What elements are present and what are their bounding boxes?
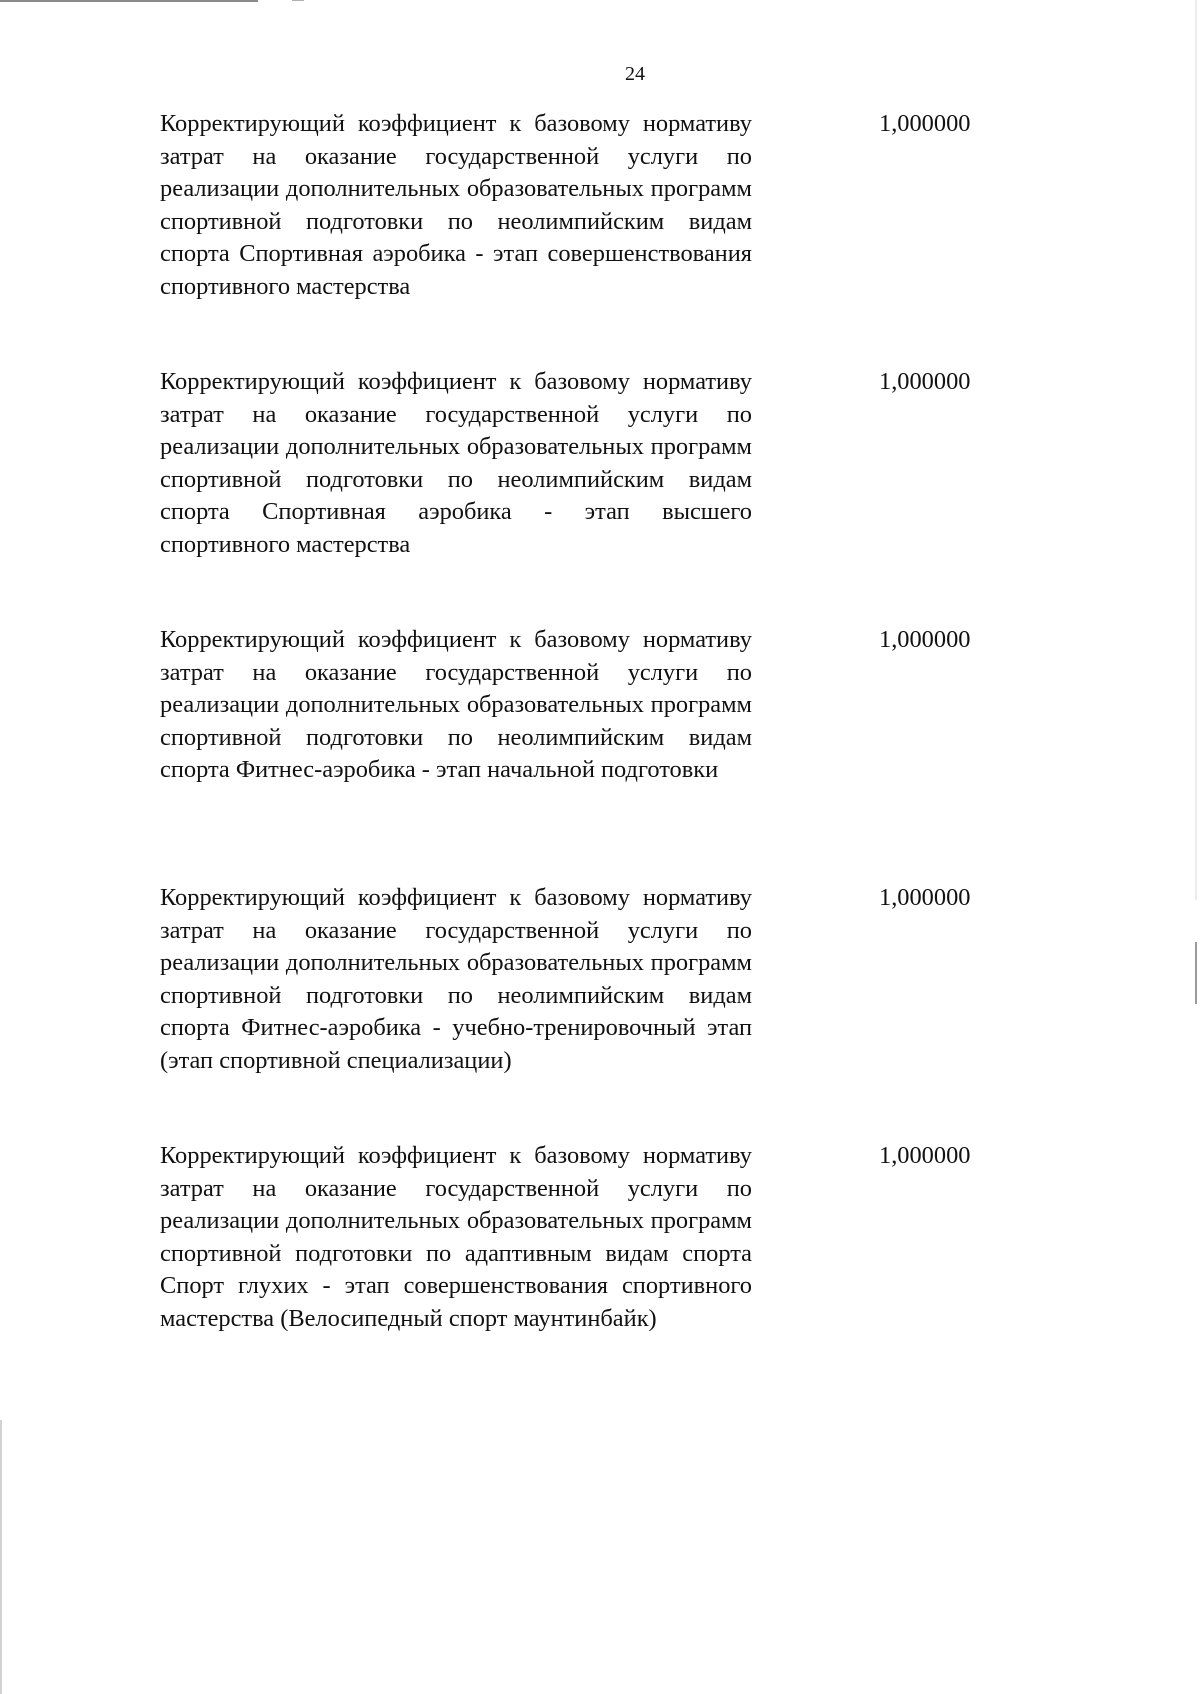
entry-description: Корректирующий коэффициент к базовому нормативу затрат на оказание государственной услуги по реализации дополнительных образовательных программ спортивной подготовки по неолимпийским видам спорта Фитнес-аэробика - этап начальной подготовки — [160, 626, 752, 783]
scan-edge-line-right — [1195, 0, 1197, 900]
entry-coefficient-value: 1,000000 — [879, 368, 971, 395]
entry-coefficient-value: 1,000000 — [879, 110, 971, 137]
scan-edge-mark-right — [1195, 942, 1197, 1004]
scan-edge-mark-top — [292, 0, 304, 1]
entry-description: Корректирующий коэффициент к базовому нормативу затрат на оказание государственной услуги по реализации дополнительных образовательных программ спортивной подготовки по неолимпийским видам спорта Спортивная аэробика - этап высшего спортивного мастерства — [160, 368, 752, 558]
entry-coefficient-value: 1,000000 — [879, 626, 971, 653]
page-number: 24 — [625, 63, 645, 85]
entry-description: Корректирующий коэффициент к базовому нормативу затрат на оказание государственной услуги по реализации дополнительных образовательных программ спортивной подготовки по неолимпийским видам спорта Фитнес-аэробика - учебно-тренировочный этап (этап спортивной специализации) — [160, 884, 752, 1074]
entry-description: Корректирующий коэффициент к базовому нормативу затрат на оказание государственной услуги по реализации дополнительных образовательных программ спортивной подготовки по неолимпийским видам спорта Спортивная аэробика - этап совершенствования спортивного мастерства — [160, 110, 752, 300]
scan-edge-line-left — [0, 1420, 2, 1694]
entry-coefficient-value: 1,000000 — [879, 884, 971, 911]
entry-description: Корректирующий коэффициент к базовому нормативу затрат на оказание государственной услуги по реализации дополнительных образовательных программ спортивной подготовки по адаптивным видам спорта Спорт глухих - этап совершенствования спортивного мастерства (Велосипедный спорт маунтинбайк) — [160, 1142, 752, 1332]
scan-edge-line-top — [0, 0, 258, 2]
entry-coefficient-value: 1,000000 — [879, 1142, 971, 1169]
